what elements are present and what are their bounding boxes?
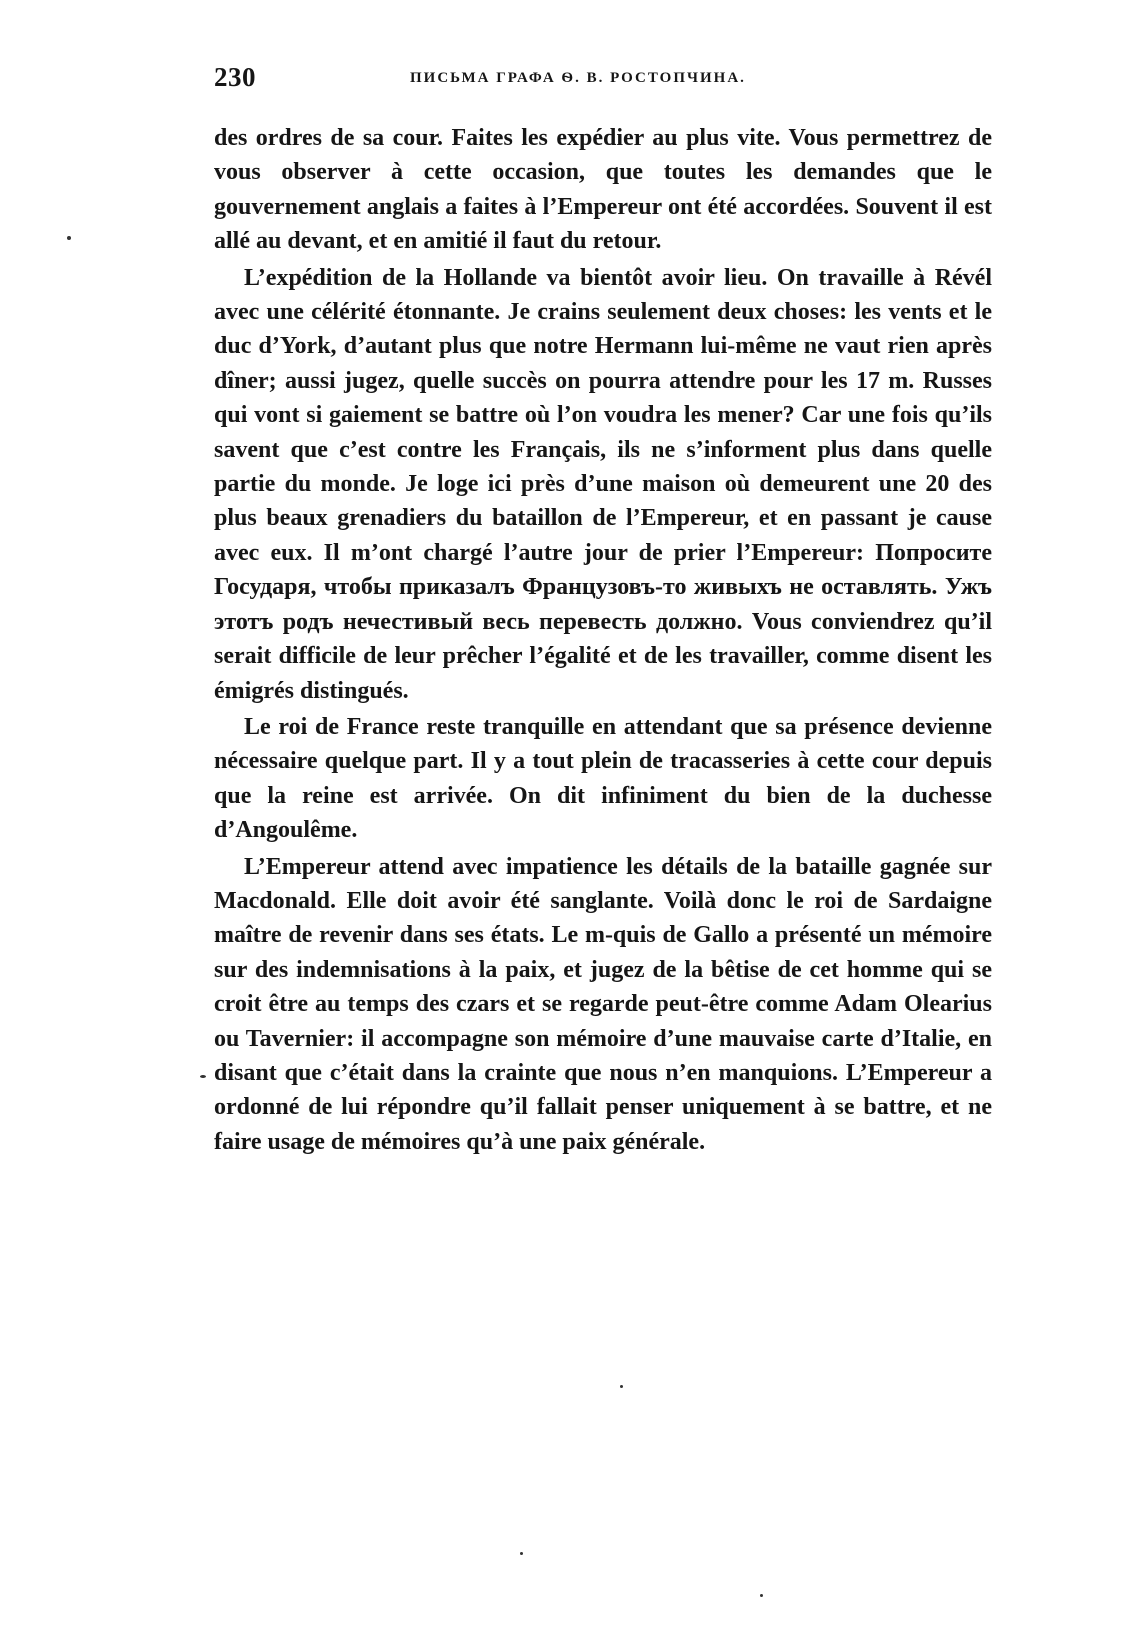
body-text — [214, 121, 992, 1159]
scan-speck — [67, 236, 71, 240]
running-head: ПИСЬМА ГРАФА Ѳ. В. РОСТОПЧИНА. — [410, 70, 746, 86]
page-number: 230 — [214, 62, 256, 92]
scan-speck — [760, 1594, 763, 1597]
scan-speck — [200, 1075, 206, 1078]
page-header — [214, 62, 992, 102]
scan-speck — [620, 1385, 623, 1388]
scan-speck — [520, 1552, 523, 1555]
paragraph-3: Le roi de France reste tranquille en attendant que sa présence devienne nécessaire quelque part. Il y a tout plein de tracasseries à cette cour depuis que la reine est arrivée. On dit infiniment du bien de la duchesse d’Angoulême. — [214, 713, 992, 844]
paragraph-2: L’expédition de la Hollande va bientôt avoir lieu. On travaille à Révél avec une célérité étonnante. Je crains seulement deux choses: les vents et le duc d’York, d’autant plus que notre Hermann lui-même ne vaut rien après dîner; aussi jugez, quelle succès on pourra attendre pour les 17 m. Russes qui vont si gaiement se battre où l’on voudra les mener? Car une fois qu’ils savent que c’est contre les Français, ils ne s’informent plus dans quelle partie du monde. Je loge ici près d’une maison où demeurent une 20 des plus beaux grenadiers du bataillon de l’Empereur, et en passant je cause avec eux. Il m’ont chargé l’autre jour de prier l’Empereur: Попросите Государя, чтобы приказалъ Французовъ-то живыхъ не оставлять. Ужъ этотъ родъ нечестивый весь перевесть должно. Vous conviendrez qu’il serait difficile de leur prêcher l’égalité et de les travailler, comme disent les émigrés distingués. — [214, 264, 992, 704]
paragraph-4: L’Empereur attend avec impatience les détails de la bataille gagnée sur Macdonald. Elle doit avoir été sanglante. Voilà donc le roi de Sardaigne maître de revenir dans ses états. Le m-quis de Gallo a présenté un mémoire sur des indemnisations à la paix, et jugez de la bêtise de cet homme qui se croit être au temps des czars et se regarde peut-être comme Adam Olearius ou Tavernier: il accompagne son mémoire d’une mauvaise carte d’Italie, en disant que c’était dans la crainte que nous n’en manquions. L’Empereur a ordonné de lui répondre qu’il fallait penser uniquement à se battre, et ne faire usage de mémoires qu’à une paix générale. — [214, 853, 992, 1155]
paragraph-1: des ordres de sa cour. Faites les expédier au plus vite. Vous permettrez de vous observer à cette occasion, que toutes les demandes que le gouvernement anglais a faites à l’Empereur ont été accordées. Souvent il est allé au devant, et en amitié il faut du retour. — [214, 125, 992, 255]
